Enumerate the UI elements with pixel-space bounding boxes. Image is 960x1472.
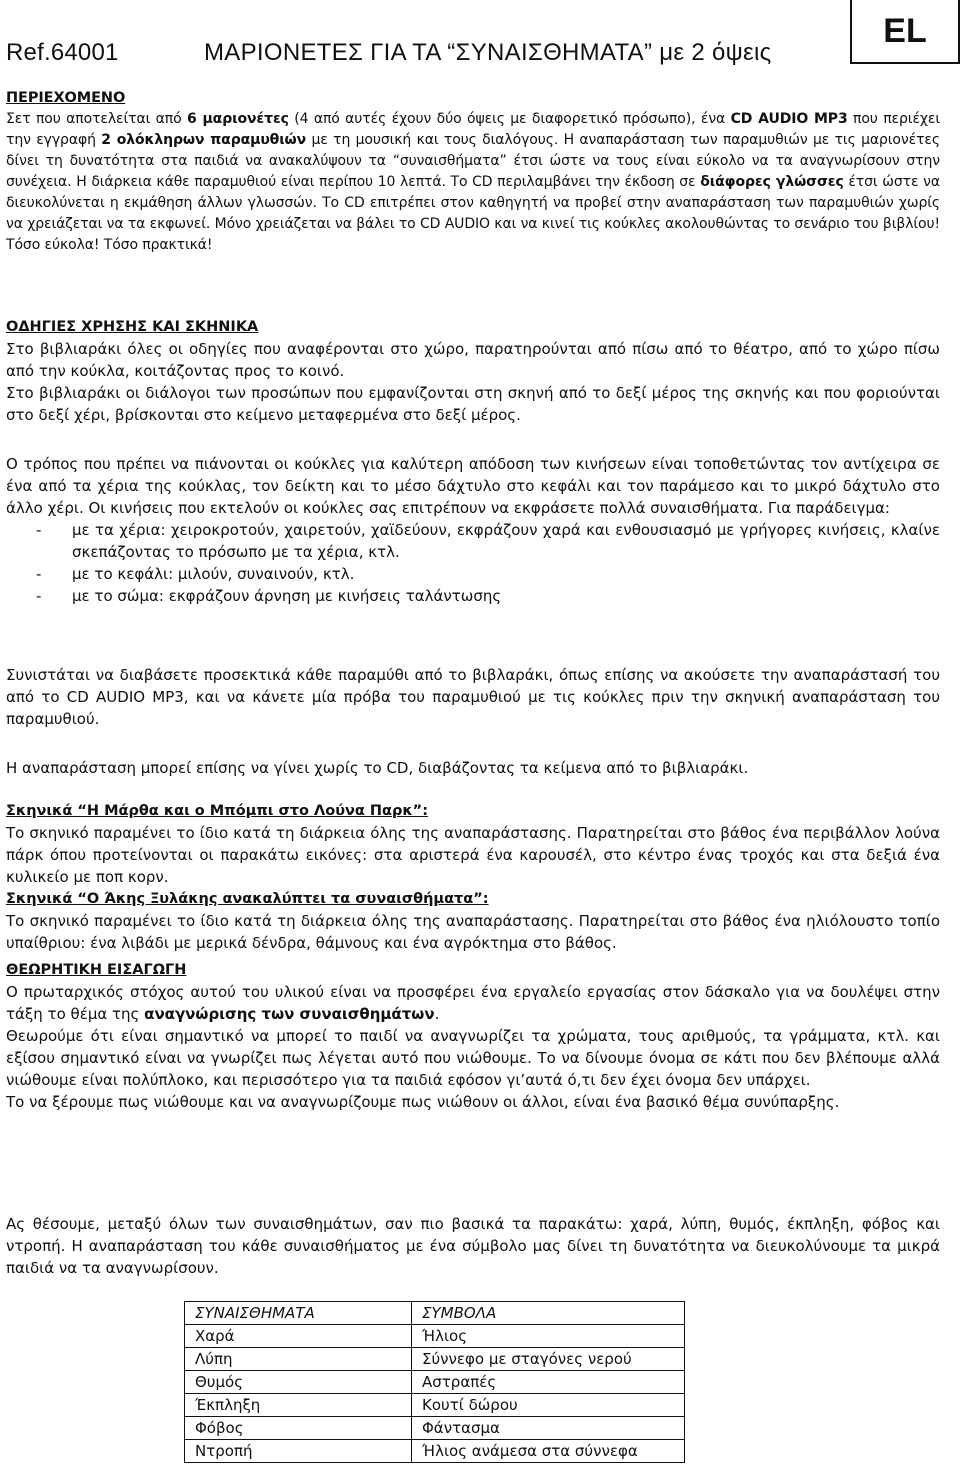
contents-paragraph: Σετ που αποτελείται από 6 μαριονέτες (4 από αυτές έχουν δύο όψεις με διαφορετικό πρόσωπο), ένα CD AUDIO MP3 που περιέχει την εγγραφή 2 ολόκληρων παραμυθιών με τη μουσική και τους διαλόγους. Η αναπαράσταση των παραμυθιών με τις μαριονέτες δίνει τη δυνατότητα στα παιδιά να ανακαλύψουν τα “συναισθήματα” έτσι ώστε να τους είναι εύκολο να τα αναγνωρίσουν στην συνέχεια. Η διάρκεια κάθε παραμυθιού είναι περίπου 10 λεπτά. Το CD περιλαμβάνει την έκδοση σε διάφορες γλώσσες έτσι ώστε να διευκολύνεται η εκμάθηση άλλων γλωσσών. Το CD επιτρέπει στον καθηγητή να προβεί στην αναπαράσταση των παραμυθιών χωρίς να χρειάζεται να τα εκφωνεί. Μόνο χρειάζεται να βάλει το CD AUDIO και να κινεί τις κούκλες ακολουθώντας το σενάριο του βιβλίου! Τόσο εύκολα! Τόσο πρακτικά! (6, 111, 940, 253)
list-item: - με το κεφάλι: μιλούν, συναινούν, κτλ. (6, 563, 940, 585)
table-cell: Ήλιος ανάμεσα στα σύννεφα (412, 1440, 685, 1463)
table-row (185, 1394, 685, 1417)
table-cell: Έκπληξη (185, 1394, 412, 1417)
table-row (185, 1440, 685, 1463)
list-item: - με τα χέρια: χειροκροτούν, χαιρετούν, χαϊδεύουν, εκφράζουν χαρά και ενθουσιασμό με γρήγορες κινήσεις, κλαίνε σκεπάζοντας το πρόσωπο με τα χέρια, κτλ. (6, 519, 940, 563)
puppet-handling-section (6, 453, 940, 607)
instructions-paragraph-4: Συνιστάται να διαβάσετε προσεκτικά κάθε παραμύθι από το βιβλαράκι, όπως επίσης να ακούσετε την αναπαράστασή του από το CD AUDIO MP3, και να κάνετε μία πρόβα του παραμυθιού με τις κούκλες πριν την σκηνική αναπαράσταση του παραμυθιού. (6, 666, 940, 728)
table-cell: Λύπη (185, 1348, 412, 1371)
instructions-section (6, 316, 940, 426)
theory-paragraph-3: Το να ξέρουμε πως νιώθουμε και να αναγνωρίζουμε πως νιώθουν οι άλλοι, είναι ένα βασικό θέμα συνύπαρξης. (6, 1093, 840, 1111)
table-cell: Αστραπές (412, 1371, 685, 1394)
scene-2-paragraph: Το σκηνικό παραμένει το ίδιο κατά τη διάρκεια όλης της αναπαράστασης. Παρατηρείται στο βάθος ένα ηλιόλουστο τοπίο υπαίθριου: ένα λιβάδι με μερικά δένδρα, θάμνους και ένα αγρόκτημα στο βάθος. (6, 912, 940, 952)
instructions-heading: ΟΔΗΓΙΕΣ ΧΡΗΣΗΣ ΚΑΙ ΣΚΗΝΙΚΑ (6, 319, 259, 335)
table-row (185, 1325, 685, 1348)
table-cell: Φάντασμα (412, 1417, 685, 1440)
emotions-table (184, 1301, 685, 1463)
scene-1-heading: Σκηνικά “Η Μάρθα και ο Μπόμπι στο Λούνα Παρκ”: (6, 803, 429, 819)
instructions-paragraph-5: Η αναπαράσταση μπορεί επίσης να γίνει χωρίς το CD, διαβάζοντας τα κείμενα από το βιβλιαράκι. (6, 759, 749, 777)
instructions-paragraph-2: Στο βιβλιαράκι οι διάλογοι των προσώπων που εμφανίζονται στη σκηνή από το δεξί μέρος της σκηνής και που φοριούνται στο δεξί χέρι, βρίσκονται στο κείμενο μεταφερμένα στο δεξί μέρος. (6, 384, 940, 424)
table-row (185, 1348, 685, 1371)
list-item: - με το σώμα: εκφράζουν άρνηση με κινήσεις ταλάντωσης (6, 585, 940, 607)
table-cell: Φόβος (185, 1417, 412, 1440)
movement-list (6, 519, 940, 607)
table-cell: Χαρά (185, 1325, 412, 1348)
document-title: ΜΑΡΙΟΝΕΤΕΣ ΓΙΑ ΤΑ “ΣΥΝΑΙΣΘΗΜΑΤΑ” με 2 όψεις (204, 39, 772, 66)
table-cell: Ντροπή (185, 1440, 412, 1463)
instructions-paragraph-3: Ο τρόπος που πρέπει να πιάνονται οι κούκλες για καλύτερη απόδοση των κινήσεων είναι τοποθετώντας τον αντίχειρα σε ένα από τα χέρια της κούκλας, τον δείκτη και το μέσο δάχτυλο στο κεφάλι και τον παράμεσο και το μικρό δάχτυλο στο άλλο χέρι. Οι κινήσεις που εκτελούν οι κούκλες σας επιτρέπουν να εκφράσετε πολλά συναισθήματα. Για παράδειγμα: (6, 455, 940, 517)
table-cell: Ήλιος (412, 1325, 685, 1348)
contents-heading: ΠΕΡΙΕΧΟΜΕΝΟ (6, 90, 126, 106)
table-cell: Σύννεφο με σταγόνες νερού (412, 1348, 685, 1371)
table-row (185, 1417, 685, 1440)
theory-heading: ΘΕΩΡΗΤΙΚΗ ΕΙΣΑΓΩΓΗ (6, 962, 187, 978)
table-header-row (185, 1302, 685, 1325)
theory-paragraph-1: Ο πρωταρχικός στόχος αυτού του υλικού είναι να προσφέρει ένα εργαλείο εργασίας στον δάσκαλο για να δουλέψει στην τάξη το θέμα της αναγνώρισης των συναισθημάτων. (6, 983, 940, 1023)
contents-section (6, 88, 940, 256)
language-badge: EL (850, 0, 960, 64)
instructions-paragraph-1: Στο βιβλιαράκι όλες οι οδηγίες που αναφέρονται στο χώρο, παρατηρούνται από πίσω από το θέατρο, από το χώρο πίσω από την κούκλα, κοιτάζοντας προς το κοινό. (6, 340, 940, 380)
theory-paragraph-4: Ας θέσουμε, μεταξύ όλων των συναισθημάτων, σαν πιο βασικά τα παρακάτω: χαρά, λύπη, θυμός, έκπληξη, φόβος και ντροπή. Η αναπαράσταση του κάθε συναισθήματος με ένα σύμβολο μας δίνει τη δυνατότητα να διευκολύνουμε τα μικρά παιδιά να τα αναγνωρίσουν. (6, 1215, 940, 1277)
scene-1-paragraph: Το σκηνικό παραμένει το ίδιο κατά τη διάρκεια όλης της αναπαράστασης. Παρατηρείται στο βάθος ένα περιβάλλον λούνα πάρκ όπου προτείνονται οι παρακάτω εικόνες: στα αριστερά ένα καρουσέλ, στο κέντρο ένας τροχός και στα δεξιά ένα κυλικείο με ποπ κορν. (6, 824, 940, 886)
table-cell: Κουτί δώρου (412, 1394, 685, 1417)
table-header-cell: ΣΥΜΒΟΛΑ (412, 1302, 685, 1325)
reference-code: Ref.64001 (6, 39, 119, 66)
table-header-cell: ΣΥΝΑΙΣΘΗΜΑΤΑ (185, 1302, 412, 1325)
document-header (6, 11, 960, 78)
table-row (185, 1371, 685, 1394)
scene-2-heading: Σκηνικά “Ο Άκης Ξυλάκης ανακαλύπτει τα συναισθήματα”: (6, 891, 489, 907)
table-cell: Θυμός (185, 1371, 412, 1394)
scenes-section (6, 800, 940, 954)
theory-paragraph-2: Θεωρούμε ότι είναι σημαντικό να μπορεί το παιδί να αναγνωρίζει τα χρώματα, τους αριθμούς, τα γράμματα, κτλ. και εξίσου σημαντικό είναι να γνωρίζει πως λέγεται αυτό που νιώθουμε. Το να δίνουμε όνομα σε κάτι που δεν βλέπουμε αλλά νιώθουμε είναι πολύπλοκο, και περισσότερο για τα παιδιά εφόσον γι’αυτά ό,τι δεν έχει όνομα δεν υπάρχει. (6, 1027, 940, 1089)
theory-section (6, 959, 940, 1113)
